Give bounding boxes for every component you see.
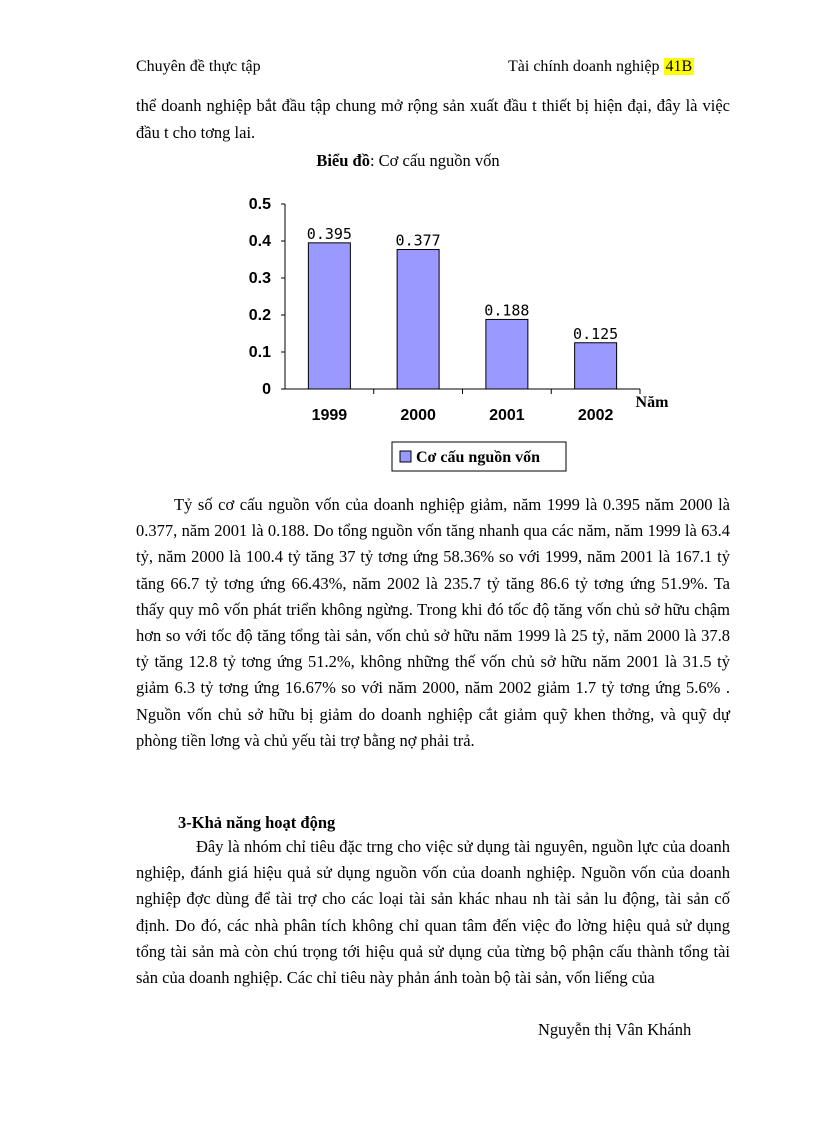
bar-value-label: 0.377 [395, 231, 441, 250]
y-tick-label: 0.1 [248, 344, 271, 361]
chart-title-rest: : Cơ cấu nguồn vốn [369, 151, 500, 170]
bar-value-label: 0.125 [573, 324, 619, 343]
bar [308, 243, 350, 389]
x-tick-label: 1999 [311, 407, 348, 424]
header-class-highlight: 41B [665, 58, 693, 75]
x-tick-label: 2001 [489, 407, 525, 424]
y-tick-label: 0.4 [248, 233, 271, 250]
author-footer: Nguyễn thị Vân Khánh [538, 1020, 692, 1039]
header-right [508, 58, 694, 76]
y-tick-label: 0 [262, 381, 271, 398]
legend-swatch [400, 451, 411, 462]
x-tick-label: 2000 [400, 407, 436, 424]
intro-paragraph: thể doanh nghiệp bắt đầu tập chung mở rộng sản xuất đầu t thiết bị hiện đại, đây là việc đầu t cho tơng lai. [136, 96, 730, 142]
y-tick-label: 0.2 [248, 307, 271, 324]
bar-value-label: 0.188 [484, 301, 530, 320]
chart-title-bold: Biểu đồ [316, 151, 370, 170]
legend [392, 442, 566, 471]
y-tick-label: 0.5 [248, 196, 271, 213]
paragraph-capital-structure: Tỷ số cơ cấu nguồn vốn của doanh nghiệp giảm, năm 1999 là 0.395 năm 2000 là 0.377, năm 2001 là 0.188. Do tổng nguồn vốn tăng nhanh qua các năm, năm 1999 là 63.4 tỷ, năm 2000 là 100.4 tỷ tăng 37 tỷ tơng ứng 58.36% so với 1999, năm 2001 là 167.1 tỷ tăng 66.7 tỷ tơng ứng 66.43%, năm 2002 là 235.7 tỷ tăng 86.6 tỷ tơng ứng 51.9%. Ta thấy quy mô vốn phát triển không ngừng. Trong khi đó tốc độ tăng vốn chủ sở hữu chậm hơn so với tốc độ tăng tổng tài sản, vốn chủ sở hữu năm 1999 là 25 tỷ, năm 2000 là 37.8 tỷ tăng 12.8 tỷ tơng ứng 51.2%, không những thế vốn chủ sở hữu năm 2001 là 31.5 tỷ giảm 6.3 tỷ tơng ứng 16.67% so với năm 2000, năm 2002 giảm 1.7 tỷ tơng ứng 5.6% . Nguồn vốn chủ sở hữu bị giảm do doanh nghiệp cắt giảm quỹ khen thởng, và quỹ dự phòng tiền lơng và chủ yếu tài trợ bằng nợ phải trả. [136, 495, 730, 750]
bar-value-label: 0.395 [306, 224, 352, 243]
x-axis [285, 389, 669, 424]
x-axis-label: Năm [635, 394, 669, 411]
header-left: Chuyên đề thực tập [136, 58, 261, 75]
bars [307, 225, 618, 389]
section-heading: 3-Khả năng hoạt động [178, 813, 336, 832]
y-tick-label: 0.3 [248, 270, 271, 287]
chart-title [0, 151, 816, 171]
bar [397, 250, 439, 389]
bar-chart [220, 185, 720, 485]
y-axis [249, 196, 285, 398]
bar [575, 343, 617, 389]
paragraph-activity: Đây là nhóm chỉ tiêu đặc trng cho việc sử dụng tài nguyên, nguồn lực của doanh nghiệp, đánh giá hiệu quả sử dụng nguồn vốn của doanh nghiệp. Nguồn vốn của doanh nghiệp đợc dùng để tài trợ cho các loại tài sản khác nhau nh tài sản lu động, tài sản cố định. Do đó, các nhà phân tích không chỉ quan tâm đến việc đo lờng hiệu quả sử dụng tổng tài sản mà còn chú trọng tới hiệu quả sử dụng của từng bộ phận cấu thành tổng tài sản của doanh nghiệp. Các chỉ tiêu này phản ánh toàn bộ tài sản, vốn liếng của [136, 837, 730, 988]
bar [486, 319, 528, 389]
header-right-text: Tài chính doanh nghiệp [508, 58, 664, 75]
x-tick-label: 2002 [577, 407, 614, 424]
legend-label: Cơ cấu nguồn vốn [416, 449, 541, 466]
